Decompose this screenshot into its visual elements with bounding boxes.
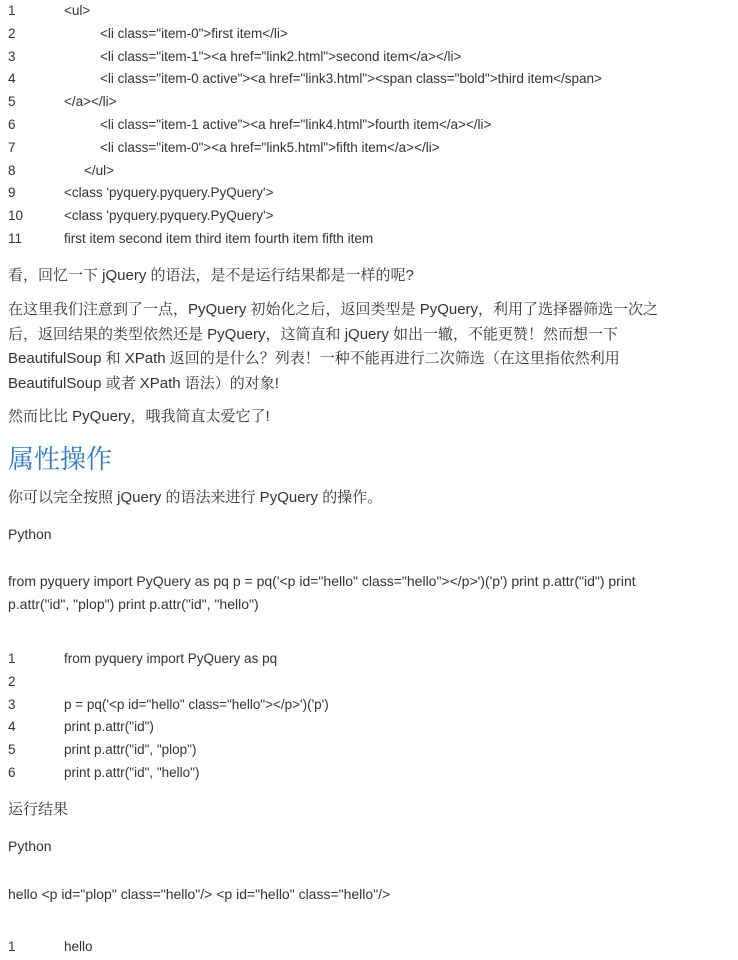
line-number: 10: [8, 208, 24, 224]
line-number: 5: [8, 742, 16, 758]
section-heading: 属性操作: [8, 444, 113, 474]
paragraph-pyquery-type: 在这里我们注意到了一点，PyQuery 初始化之后，返回类型是 PyQuery，利用了选择器筛选一次之后，返回结果的类型依然还是 PyQuery，这简直和 jQuery 如出一辙，不能更赞！然而想一下 BeautifulSoup 和 XPath 返回的是什么？列表！一种不能再进行二次筛选（在这里指依然利用 BeautifulSoup 或者 XPath 语法）的对象!: [8, 301, 659, 392]
code-text: <li class="item-0">first item</li>: [100, 25, 288, 41]
code-line: [8, 137, 728, 160]
line-number: 1: [8, 939, 16, 954]
code-text: first item second item third item fourth item fifth item: [64, 230, 374, 246]
code-line: [8, 68, 728, 91]
code-text: <li class="item-0"><a href="link5.html">fifth item</a></li>: [100, 139, 440, 155]
code-text: print p.attr("id", "hello"): [64, 764, 200, 780]
line-number: 6: [8, 116, 16, 132]
line-number: 3: [8, 696, 16, 712]
line-number: 1: [8, 3, 16, 18]
code-line: [8, 648, 728, 671]
line-number: 5: [8, 94, 16, 110]
result-label: 运行结果: [8, 801, 69, 818]
line-number: 6: [8, 764, 16, 780]
code-line: [8, 23, 728, 46]
code-line: [8, 762, 728, 785]
code-text: <li class="item-0 active"><a href="link3.html"><span class="bold">third item</span>: [100, 71, 602, 87]
code-text: print p.attr("id"): [64, 719, 154, 735]
code-text: <class 'pyquery.pyquery.PyQuery'>: [64, 185, 274, 201]
paragraph-love-pyquery: 然而比比 PyQuery，哦我简直太爱它了!: [8, 408, 270, 425]
line-number: 4: [8, 71, 16, 87]
line-number: 2: [8, 673, 16, 689]
section-intro: 你可以完全按照 jQuery 的语法来进行 PyQuery 的操作。: [8, 489, 383, 506]
code-text: print p.attr("id", "plop"): [64, 742, 197, 758]
code-line: [8, 671, 728, 694]
code-line: [8, 91, 728, 114]
line-number: 2: [8, 25, 16, 41]
code-block-attr: [8, 648, 728, 785]
code-line: [8, 0, 728, 23]
code-text: p = pq('<p id="hello" class="hello"></p>')('p'): [64, 696, 329, 712]
code-line: [8, 182, 728, 205]
line-number: 7: [8, 139, 16, 155]
code-line: [8, 160, 728, 183]
code-line: [8, 228, 728, 251]
flat-result-text: hello <p id="plop" class="hello"/> <p id="hello" class="hello"/>: [8, 886, 391, 902]
code-text: <li class="item-1 active"><a href="link4.html">fourth item</a></li>: [100, 116, 492, 132]
line-number: 9: [8, 185, 16, 201]
line-number: 8: [8, 162, 16, 178]
code-language-label-2: Python: [8, 838, 52, 854]
code-text: <ul>: [64, 3, 91, 18]
code-block-result: [8, 936, 728, 959]
code-text: </a></li>: [64, 94, 117, 110]
code-line: [8, 46, 728, 69]
line-number: 4: [8, 719, 16, 735]
code-line: [8, 114, 728, 137]
code-text: </ul>: [84, 162, 115, 178]
code-text: <li class="item-1"><a href="link2.html">second item</a></li>: [100, 48, 462, 64]
paragraph-recall-jquery: 看，回忆一下 jQuery 的语法，是不是运行结果都是一样的呢?: [8, 267, 414, 284]
code-block-html-list: [8, 0, 728, 251]
line-number: 11: [8, 230, 23, 246]
code-language-label: Python: [8, 526, 52, 542]
code-line: [8, 205, 728, 228]
code-line: [8, 936, 728, 959]
code-line: [8, 716, 728, 739]
line-number: 3: [8, 48, 16, 64]
flat-code-text: from pyquery import PyQuery as pq p = pq('<p id="hello" class="hello"></p>')('p') print p.attr("id") print p.attr("id", "plop") print p.attr("id", "hello"): [8, 573, 636, 612]
code-text: hello: [64, 939, 93, 954]
code-line: [8, 739, 728, 762]
code-text: from pyquery import PyQuery as pq: [64, 651, 278, 666]
code-line: [8, 694, 728, 717]
code-text: <class 'pyquery.pyquery.PyQuery'>: [64, 208, 274, 224]
line-number: 1: [8, 651, 16, 666]
